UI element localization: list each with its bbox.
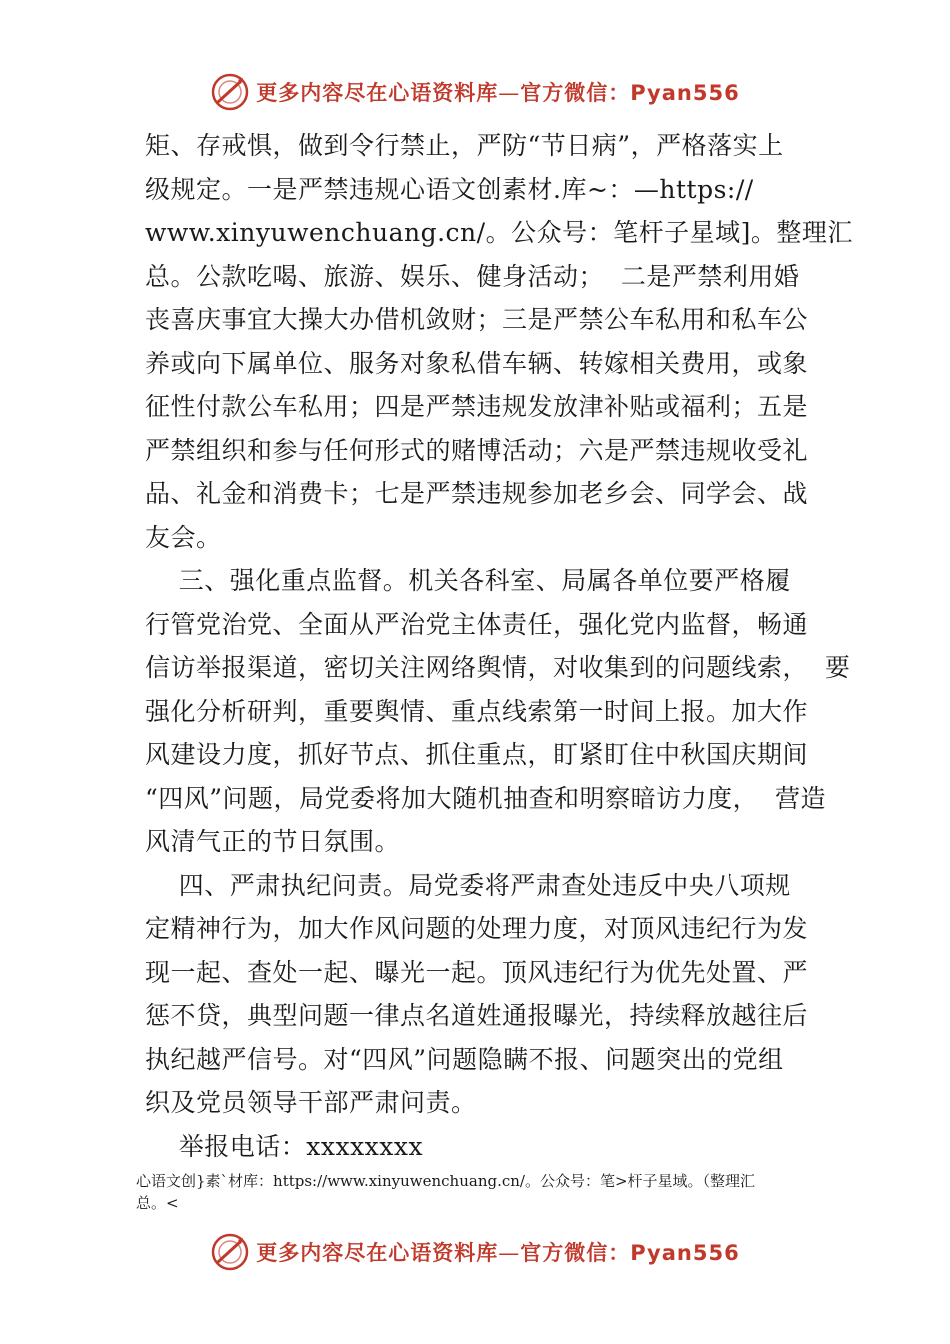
body-line: 三、强化重点监督。机关各科室、局属各单位要严格履	[145, 566, 791, 595]
body-line: 养或向下属单位、服务对象私借车辆、转嫁相关费用，或象	[145, 348, 809, 378]
body-line: 定精神行为，加大作风问题的处理力度，对顶风违纪行为发	[145, 914, 809, 943]
body-line: 惩不贷，典型问题一律点名道姓通报曝光，持续释放越往后	[145, 1001, 809, 1030]
body-line: 行管党治党、全面从严治党主体责任，强化党内监督，畅通	[145, 609, 809, 639]
body-line: 丧喜庆事宜大操大办借机敛财；三是严禁公车私用和私车公	[145, 305, 809, 334]
body-line: 现一起、查处一起、曝光一起。顶风违纪行为优先处置、严	[145, 957, 809, 987]
brand-logo-icon	[210, 1232, 250, 1272]
body-line: 强化分析研判，重要舆情、重点线索第一时间上报。加大作	[145, 696, 809, 726]
body-line: 品、礼金和消费卡；七是严禁违规参加老乡会、同学会、战	[145, 479, 809, 508]
header-banner	[0, 70, 950, 114]
body-line: 执纪越严信号。对“四风”问题隐瞒不报、问题突出的党组	[145, 1044, 784, 1074]
body-line: 严禁组织和参与任何形式的赌博活动；六是严禁违规收受礼	[145, 435, 809, 465]
body-line: 矩、存戒惧，做到令行禁止，严防“节日病”，严格落实上	[145, 131, 784, 160]
body-line: “四风”问题，局党委将加大随机抽查和明察暗访力度， 营造	[145, 783, 826, 813]
body-line: www.xinyuwenchuang.cn/。公众号：笔杆子星域]。整理汇	[145, 218, 853, 247]
document-body	[145, 124, 853, 1168]
body-line: 四、严肃执纪问责。局党委将严肃查处违反中央八项规	[145, 870, 791, 900]
body-line: 风建设力度，抓好节点、抓住重点，盯紧盯住中秋国庆期间	[145, 740, 809, 769]
body-line: 征性付款公车私用；四是严禁违规发放津补贴或福利；五是	[145, 392, 809, 421]
footer-note-line: 心语文创}素`材库：https://www.xinyuwenchuang.cn/。公众号：笔>杆子星域。（整理汇	[136, 1172, 756, 1190]
body-line: 织及党员领导干部严肃问责。	[145, 1088, 477, 1117]
footer-note-line: 总。<	[136, 1194, 179, 1212]
body-line: 风清气正的节日氛围。	[145, 827, 401, 856]
brand-logo-icon	[210, 72, 250, 112]
body-line: 总。公款吃喝、旅游、娱乐、健身活动； 二是严禁利用婚	[145, 261, 800, 291]
banner-text: 更多内容尽在心语资料库—官方微信：Pyan556	[256, 1241, 740, 1265]
footer-banner	[0, 1230, 950, 1274]
banner-text: 更多内容尽在心语资料库—官方微信：Pyan556	[256, 81, 740, 105]
body-line: 级规定。一是严禁违规心语文创素材.库~：—https://	[145, 174, 754, 204]
body-line: 信访举报渠道，密切关注网络舆情，对收集到的问题线索， 要	[145, 653, 851, 682]
footer-note	[136, 1170, 836, 1214]
body-line: 友会。	[145, 522, 222, 552]
report-phone-line: 举报电话：xxxxxxxx	[145, 1131, 424, 1161]
